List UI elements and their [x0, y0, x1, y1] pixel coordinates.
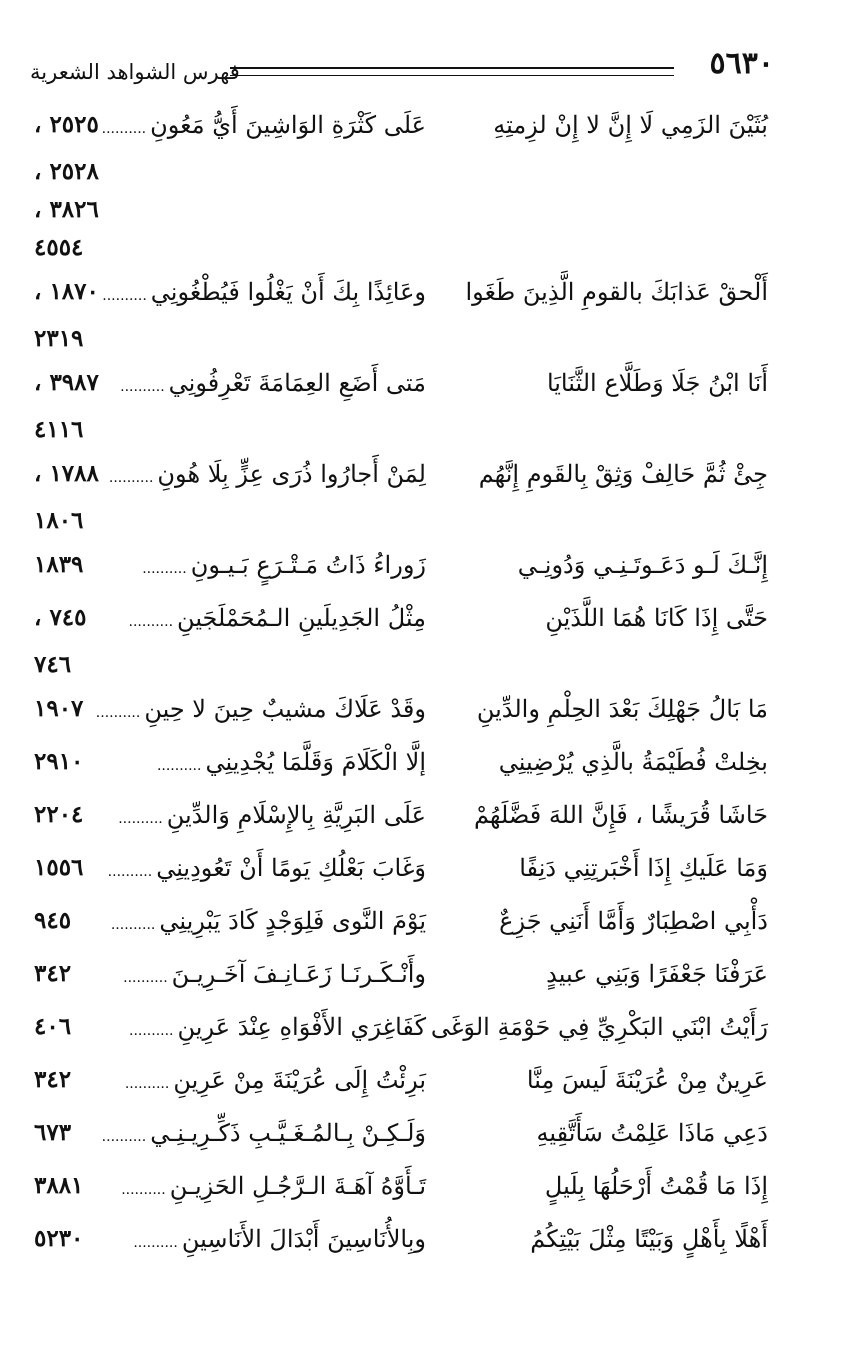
- first-hemistich: مَا بَالُ جَهْلِكَ بَعْدَ الحِلْمِ والدِّينِ: [476, 695, 768, 723]
- verse-entry: [0, 542, 856, 595]
- page-reference: ٢٥٢٥ ،: [34, 111, 99, 138]
- leader-dots: ..........: [102, 288, 147, 304]
- leader-dots: ..........: [128, 614, 174, 630]
- second-hemistich-text: لِمَنْ أَجارُوا ذُرَى عِزٍّ بِلَا هُونِ: [157, 460, 426, 488]
- page-number: ٥٦٣٠: [709, 46, 774, 81]
- page-reference: ٣٨٢٦ ،: [34, 196, 99, 223]
- first-hemistich: بُثَيْنَ الزَمِي لَا إِنَّ لا إِنْ لزِمتِهِ: [493, 111, 768, 139]
- leader-dots: ..........: [124, 1076, 170, 1092]
- second-hemistich-text: زَوراءُ ذَاتُ مَـتْـرَعٍ بَـيـونِ: [190, 551, 426, 579]
- verse-entry: [0, 1163, 856, 1216]
- leader-dots: ..........: [120, 379, 165, 395]
- leader-dots: ..........: [95, 705, 141, 721]
- first-hemistich: عَرَفْنَا جَعْفَرًا وَبَنِي عبيدٍ: [546, 960, 768, 988]
- verse-entry: [0, 1004, 856, 1057]
- second-hemistich: [107, 851, 426, 889]
- page-reference: ٧٤٥ ،: [34, 604, 87, 631]
- second-hemistich-text: وبِالأُنَاسِينَ أَبْدَالَ الأَنَاسِينِ: [181, 1225, 426, 1253]
- page-reference: ١٧٨٨ ،: [34, 460, 99, 487]
- first-hemistich: أَنَا ابْنُ جَلَا وَطَلَّاع الثَّنَايَا: [546, 369, 768, 397]
- page-reference: ٤١١٦: [34, 416, 84, 443]
- second-hemistich: [110, 904, 426, 942]
- first-hemistich: أَهْلًا بِأَهْلٍ وَبَيْتًا مِثْلَ بَيْتِكُمُ: [530, 1225, 768, 1253]
- leader-dots: ..........: [101, 121, 147, 137]
- page-reference: ٥٢٣٠: [34, 1225, 84, 1252]
- verse-entry: [0, 269, 856, 322]
- leader-dots: ..........: [129, 1023, 174, 1039]
- second-hemistich: [121, 548, 426, 586]
- page-reference: ٢٥٢٨ ،: [34, 158, 99, 185]
- page-reference: ٤٠٦: [34, 1013, 72, 1040]
- first-hemistich: دَعِي مَاذَا عَلِمْتُ سَأَتَّقِيهِ: [536, 1119, 768, 1147]
- leader-dots: ..........: [156, 758, 202, 774]
- second-hemistich: [121, 1010, 426, 1048]
- second-hemistich-text: مِثْلُ الجَدِيلَينِ الـمُحَمْلَجَينِ: [177, 604, 426, 632]
- second-hemistich: [101, 108, 426, 146]
- second-hemistich-text: عَلَى البَرِيَّةِ بِالإِسْلَامِ وَالدِّينِ: [166, 801, 426, 829]
- second-hemistich-text: وقَدْ عَلَاكَ مشيبٌ حِينَ لا حِينِ: [144, 695, 426, 723]
- second-hemistich-text: إلَّا الْكَلَامَ وَقَلَّمَا يُجْدِينِي: [205, 748, 426, 776]
- second-hemistich-text: يَوْمَ النَّوى فَلِوَجْدٍ كَادَ يَبْرِينِي: [159, 907, 426, 935]
- leader-dots: ..........: [121, 1182, 166, 1198]
- second-hemistich: [121, 1063, 426, 1101]
- second-hemistich-text: كَفَاغِرَي الأَفْوَاهِ عِنْدَ عَرِينِ: [177, 1013, 426, 1041]
- second-hemistich: [118, 798, 426, 836]
- page-reference: ٦٧٣: [34, 1119, 72, 1146]
- verse-entry: [0, 951, 856, 1004]
- first-hemistich: إِذَا مَا قُمْتُ أَرْحَلُهَا بِلَيلٍ: [544, 1172, 768, 1200]
- reference-continuation: [0, 231, 856, 269]
- leader-dots: ..........: [118, 811, 163, 827]
- leader-dots: ..........: [108, 470, 154, 486]
- second-hemistich: [95, 692, 426, 730]
- second-hemistich-text: وَلَـكِـنْ بِـالمُـغَـيَّـبِ ذَكِّـرِيـنِـي: [150, 1119, 426, 1147]
- page-reference: ٢٣١٩: [34, 325, 84, 352]
- verse-entry: [0, 845, 856, 898]
- verse-entry: [0, 451, 856, 504]
- page-reference: ٢٢٠٤: [34, 801, 84, 828]
- first-hemistich: عَرِينٌ مِنْ عُرَيْنَةَ لَيسَ مِنَّا: [526, 1066, 768, 1094]
- second-hemistich: [121, 366, 426, 404]
- reference-continuation: [0, 648, 856, 686]
- second-hemistich-text: بَرِئْتُ إِلَى عُرَيْنَةَ مِنْ عَرِينِ: [173, 1066, 426, 1094]
- verse-entry: [0, 595, 856, 648]
- verse-entry: [0, 1216, 856, 1269]
- reference-continuation: [0, 193, 856, 231]
- verse-entry: [0, 102, 856, 155]
- verse-index-list: [0, 102, 856, 1269]
- verse-entry: [0, 898, 856, 951]
- second-hemistich: [121, 745, 426, 783]
- second-hemistich: [108, 457, 426, 495]
- first-hemistich: رَأَيْتُ ابْنَي البَكْرِيِّ فِي حَوْمَةِ الوَغَى: [430, 1013, 768, 1041]
- first-hemistich: حَتَّى إِذَا كَانَا هُمَا اللَّذَيْنِ: [545, 604, 768, 632]
- first-hemistich: أَلْحقْ عَذابَكَ بالقومِ الَّذِينَ طَغَوا: [465, 278, 768, 306]
- running-title: فهرس الشواهد الشعرية: [30, 60, 240, 84]
- page-reference: ١٩٠٧: [34, 695, 84, 722]
- verse-entry: [0, 360, 856, 413]
- second-hemistich: [101, 1116, 426, 1154]
- page-reference: ٢٩١٠: [34, 748, 84, 775]
- page-reference: ١٨٣٩: [34, 551, 84, 578]
- second-hemistich: [121, 1222, 426, 1260]
- first-hemistich: دَأْبِي اصْطِبَارٌ وَأَمَّا أَنَنِي جَزِعٌ: [499, 907, 768, 935]
- first-hemistich: حَاشَا قُرَيشًا ، فَإِنَّ اللهَ فَضَّلَهُمْ: [473, 801, 768, 829]
- page-reference: ٣٤٢: [34, 960, 72, 987]
- verse-entry: [0, 1110, 856, 1163]
- reference-continuation: [0, 504, 856, 542]
- first-hemistich: وَمَا عَلَيكِ إِذَا أَخْبَرتِنِي دَنِفًا: [519, 854, 768, 882]
- verse-entry: [0, 1057, 856, 1110]
- second-hemistich-text: وأَنْـكَـرنَـا زَعَـانِـفَ آخَـرِيـنَ: [171, 960, 426, 988]
- page-reference: ١٨٧٠ ،: [34, 278, 99, 305]
- second-hemistich-text: وَغَابَ بَعْلُكِ يَومًا أَنْ تَعُودِينِي: [156, 854, 426, 882]
- leader-dots: ..........: [101, 1129, 147, 1145]
- second-hemistich: [102, 275, 426, 313]
- reference-continuation: [0, 322, 856, 360]
- leader-dots: ..........: [133, 1235, 178, 1251]
- second-hemistich-text: وعَائِذًا بِكَ أَنْ يَغْلُوا فَيُطْغُونِي: [150, 278, 426, 306]
- page-reference: ٣٩٨٧ ،: [34, 369, 99, 396]
- page-reference: ٩٤٥: [34, 907, 72, 934]
- reference-continuation: [0, 413, 856, 451]
- verse-entry: [0, 686, 856, 739]
- first-hemistich: إِنَّـكَ لَـو دَعَـوتَـنِـي وَدُونِـي: [517, 551, 768, 579]
- second-hemistich-text: مَتى أَضَعِ العِمَامَةَ تَعْرِفُونِي: [168, 369, 426, 397]
- page-header: [30, 46, 774, 90]
- page-reference: ١٨٠٦: [34, 507, 84, 534]
- page-reference: ٤٥٥٤: [34, 234, 84, 261]
- leader-dots: ..........: [142, 561, 187, 577]
- second-hemistich: [121, 957, 426, 995]
- reference-continuation: [0, 155, 856, 193]
- first-hemistich: بخِلتْ فُطَيْمَةُ بالَّذِي يُرْضِينِي: [498, 748, 768, 776]
- leader-dots: ..........: [110, 917, 156, 933]
- second-hemistich: [121, 1169, 426, 1207]
- header-rule: [230, 67, 674, 76]
- page-reference: ١٥٥٦: [34, 854, 84, 881]
- verse-entry: [0, 739, 856, 792]
- second-hemistich-text: تَـأَوَّهُ آهَـةَ الـرَّجُـلِ الحَزِيـنِ: [169, 1172, 426, 1200]
- second-hemistich-text: عَلَى كَثْرَةِ الوَاشِينَ أَيُّ مَعُونِ: [150, 111, 426, 139]
- second-hemistich: [121, 601, 426, 639]
- leader-dots: ..........: [123, 970, 168, 986]
- verse-entry: [0, 792, 856, 845]
- page-reference: ٣٤٢: [34, 1066, 72, 1093]
- page-reference: ٧٤٦: [34, 651, 72, 678]
- page-reference: ٣٨٨١: [34, 1172, 84, 1199]
- first-hemistich: جِئْ ثُمَّ حَالِفْ وَثِقْ بِالقَومِ إِنَّهُم: [478, 460, 768, 488]
- leader-dots: ..........: [107, 864, 153, 880]
